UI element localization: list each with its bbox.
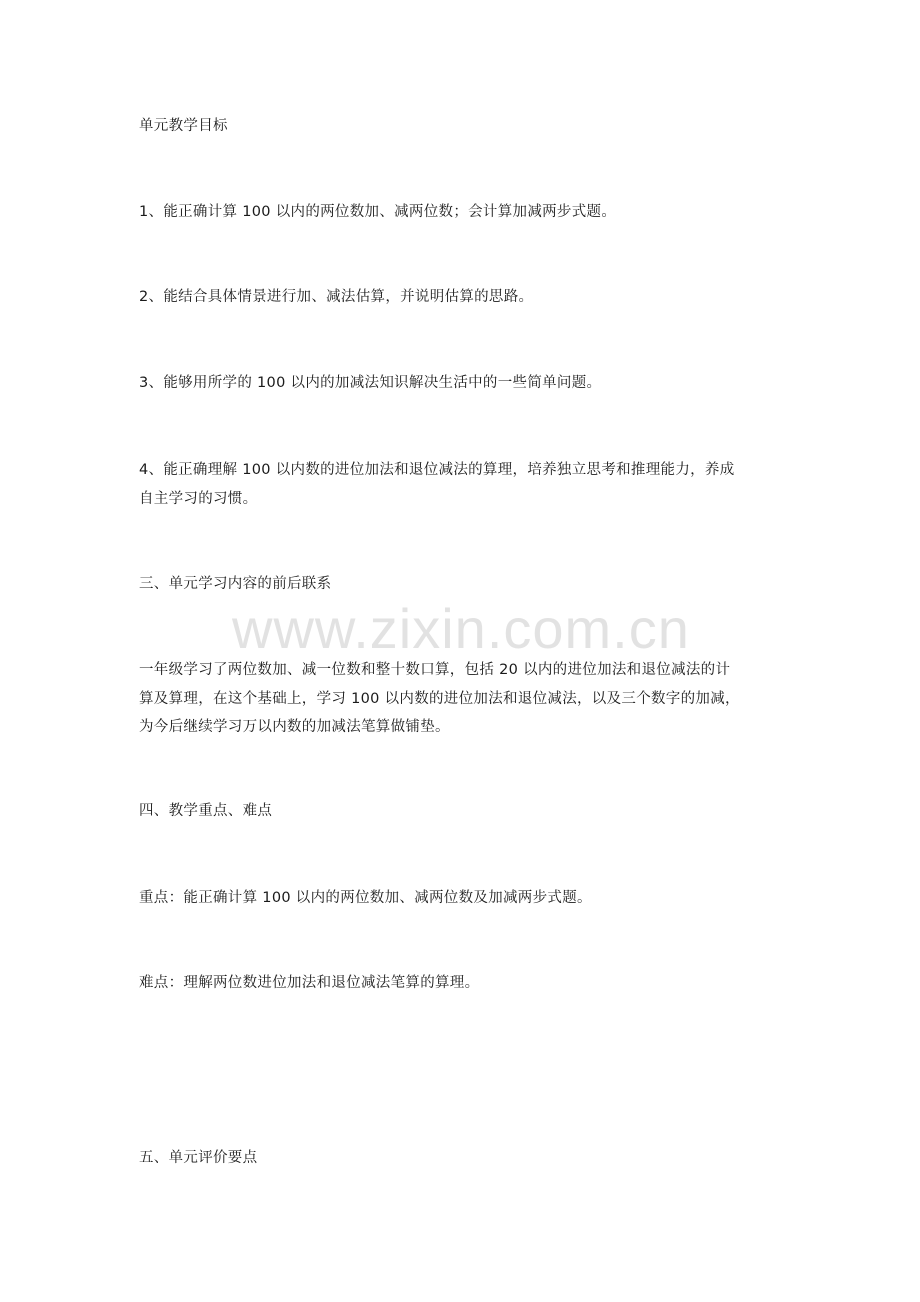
section-4-title: 四、教学重点、难点	[139, 803, 273, 819]
goal-item-4	[139, 456, 799, 513]
section-5-title: 五、单元评价要点	[139, 1150, 258, 1166]
goal-item-2: 2、能结合具体情景进行加、减法估算，并说明估算的思路。	[139, 289, 534, 305]
section-3-line-3: 为今后继续学习万以内数的加减法笔算做铺垫。	[139, 719, 450, 735]
goal-item-1: 1、能正确计算 100 以内的两位数加、减两位数；会计算加减两步式题。	[139, 204, 617, 220]
heading-teaching-goals: 单元教学目标	[139, 118, 228, 134]
section-3-line-2: 算及算理，在这个基础上，学习 100 以内数的进位加法和退位减法，以及三个数字的加减，	[139, 690, 740, 707]
section-3-paragraph	[139, 656, 799, 742]
goal-item-4-line-2: 自主学习的习惯。	[139, 490, 258, 507]
goal-item-4-line-1: 4、能正确理解 100 以内数的进位加法和退位减法的算理，培养独立思考和推理能力，养成	[139, 462, 735, 478]
section-3-line-1: 一年级学习了两位数加、减一位数和整十数口算，包括 20 以内的进位加法和退位减法的计	[139, 662, 731, 678]
goal-item-3: 3、能够用所学的 100 以内的加减法知识解决生活中的一些简单问题。	[139, 375, 602, 391]
section-3-title: 三、单元学习内容的前后联系	[139, 576, 332, 592]
watermark: www.zixin.com.cn	[232, 597, 690, 660]
difficult-point: 难点：理解两位数进位加法和退位减法笔算的算理。	[139, 975, 480, 991]
key-point: 重点：能正确计算 100 以内的两位数加、减两位数及加减两步式题。	[139, 890, 592, 906]
